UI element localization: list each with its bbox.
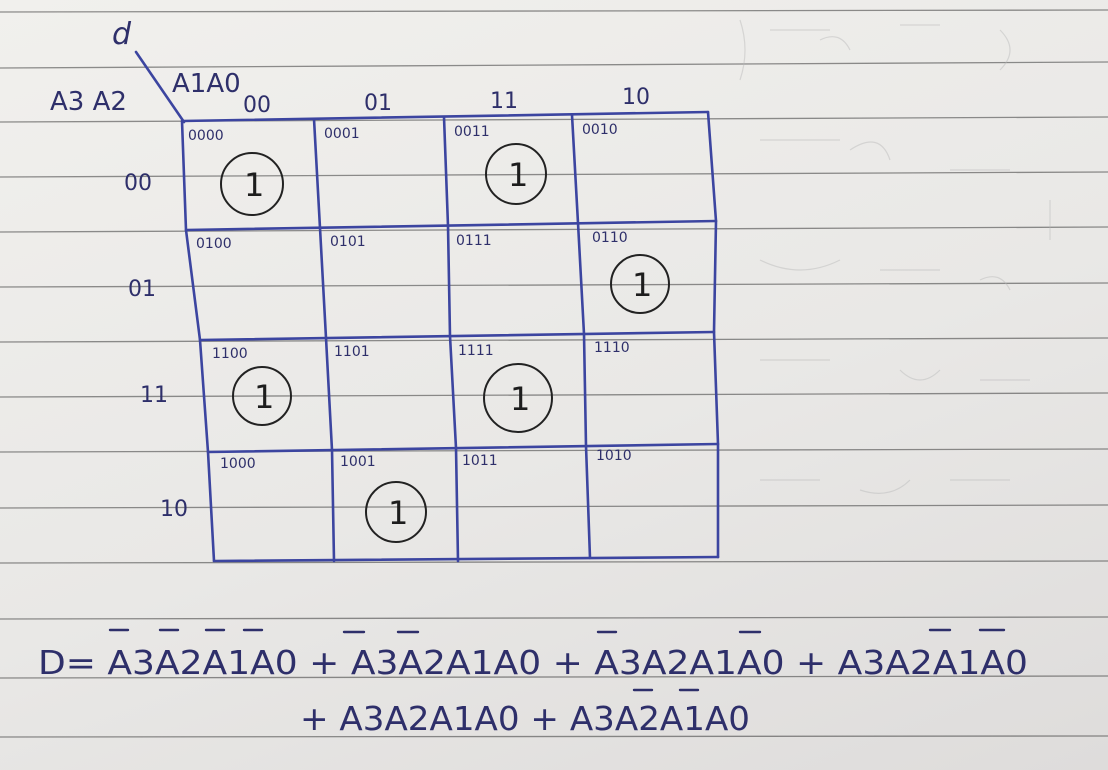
row-header: 10 (160, 497, 188, 522)
cell-minterm: 1010 (596, 448, 632, 464)
cell-minterm: 1110 (594, 340, 630, 356)
row-header: 11 (140, 383, 168, 408)
cell-minterm: 0001 (324, 126, 360, 142)
col-header: 00 (243, 93, 271, 118)
cell-minterm: 0011 (454, 124, 490, 140)
cell-minterm: 0101 (330, 234, 366, 250)
boolean-expression-line-2: + A3A2A1A0 + A3A2A1A0 (300, 699, 750, 738)
row-header: 01 (128, 277, 156, 302)
cell-one (366, 482, 426, 542)
cell-minterm: 0000 (188, 128, 224, 144)
cell-minterm: 0100 (196, 236, 232, 252)
col-header: 10 (622, 85, 650, 110)
map-label: d (112, 17, 132, 52)
cell-minterm: 1011 (462, 453, 498, 469)
cell-minterm: 0110 (592, 230, 628, 246)
cell-minterm: 1111 (458, 343, 494, 359)
ruled-lines (0, 10, 1108, 737)
svg-text:1: 1 (632, 266, 653, 304)
svg-text:1: 1 (510, 380, 531, 418)
cell-minterm: 0111 (456, 233, 492, 249)
svg-text:1: 1 (254, 378, 275, 416)
cell-minterm: 1001 (340, 454, 376, 470)
cell-minterm: 1000 (220, 456, 256, 472)
cell-minterm: 1100 (212, 346, 248, 362)
cell-minterm: 1101 (334, 344, 370, 360)
row-variable-label: A3 A2 (50, 87, 127, 117)
cell-one (221, 153, 283, 215)
cell-minterm: 0010 (582, 122, 618, 138)
col-header: 01 (364, 91, 392, 116)
svg-text:1: 1 (508, 156, 529, 194)
column-variable-label: A1A0 (172, 69, 241, 99)
svg-text:1: 1 (388, 494, 409, 532)
row-header: 00 (124, 171, 152, 196)
boolean-expression-line-1: D= A3A2A1A0 + A3A2A1A0 + A3A2A1A0 + A3A2A1A0 (38, 643, 1028, 682)
svg-text:1: 1 (244, 166, 265, 204)
cell-one (484, 364, 552, 432)
bleed-through-marks (740, 20, 1050, 493)
col-header: 11 (490, 89, 518, 114)
